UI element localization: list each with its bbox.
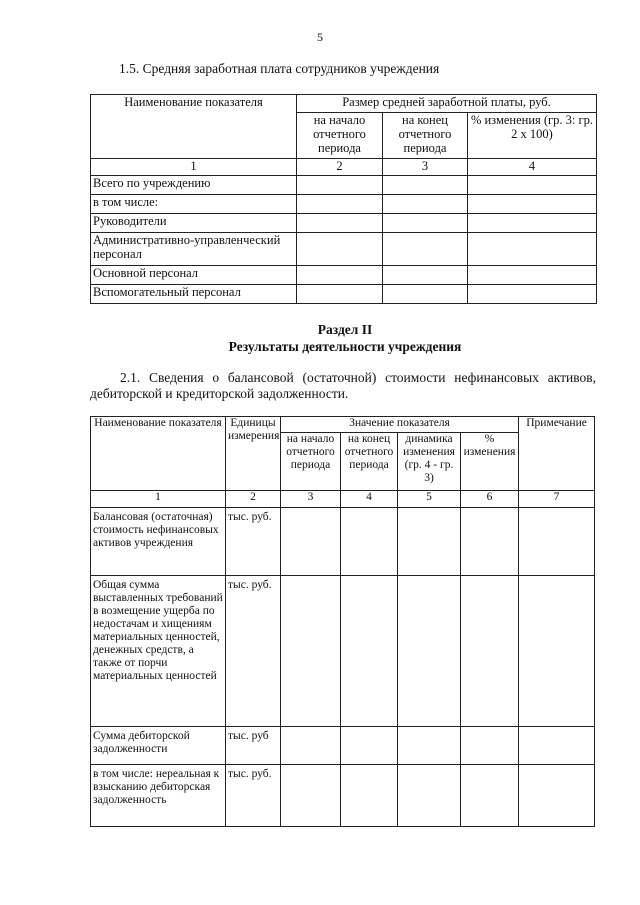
table-row [91, 285, 597, 304]
row-label: Сумма дебиторской задолженности [91, 727, 226, 765]
col-number: 3 [281, 491, 341, 508]
row-label: Балансовая (остаточная) стоимость нефинансовых активов учреждения [91, 508, 226, 576]
row-label: Вспомогательный персонал [91, 285, 297, 304]
header-note: Примечание [519, 417, 595, 491]
header-value-group: Значение показателя [281, 417, 519, 433]
col-number: 1 [91, 491, 226, 508]
header-salary-group: Размер средней заработной платы, руб. [297, 95, 597, 113]
table-row [91, 508, 595, 576]
section-1-5-title: 1.5. Средняя заработная плата сотрудников учреждения [119, 61, 440, 76]
header-name: Наименование показателя [91, 417, 226, 491]
row-unit: тыс. руб. [226, 576, 281, 727]
row-label: в том числе: нереальная к взысканию дебиторская задолженность [91, 765, 226, 827]
col-number: 1 [91, 159, 297, 176]
header-name: Наименование показателя [91, 95, 297, 159]
column-numbers-row [91, 491, 595, 508]
col-number: 7 [519, 491, 595, 508]
row-unit: тыс. руб. [226, 508, 281, 576]
header-end-period: на конец отчетного периода [383, 113, 468, 159]
col-number: 6 [461, 491, 519, 508]
row-unit: тыс. руб. [226, 765, 281, 827]
table-row [91, 176, 597, 195]
average-salary-table [90, 94, 597, 304]
header-unit: Единицы измерения [226, 417, 281, 491]
section-2-subheading: Результаты деятельности учреждения [228, 339, 462, 354]
header-start-period: на начало отчетного периода [297, 113, 383, 159]
row-label: в том числе: [91, 195, 297, 214]
balance-value-table [90, 416, 595, 827]
table-row [91, 214, 597, 233]
table-row [91, 233, 597, 266]
header-percent-change: % изменения (гр. 3: гр. 2 х 100) [468, 113, 597, 159]
column-numbers-row [91, 159, 597, 176]
table-row [91, 195, 597, 214]
header-percent-change: % изменения [461, 433, 519, 491]
table-row [91, 765, 595, 827]
col-number: 4 [468, 159, 597, 176]
row-label: Всего по учреждению [91, 176, 297, 195]
row-label: Общая сумма выставленных требований в возмещение ущерба по недостачам и хищениям материальных ценностей, денежных средств, а также от порчи материальных ценностей [91, 576, 226, 727]
header-dynamics: динамика изменения (гр. 4 - гр. 3) [398, 433, 461, 491]
row-label: Основной персонал [91, 266, 297, 285]
row-unit: тыс. руб [226, 727, 281, 765]
section-2-title [0, 321, 640, 355]
section-2-heading: Раздел II [317, 322, 373, 337]
table-row [91, 266, 597, 285]
col-number: 2 [226, 491, 281, 508]
section-2-1-intro [90, 370, 596, 402]
col-number: 5 [398, 491, 461, 508]
table-row [91, 576, 595, 727]
col-number: 2 [297, 159, 383, 176]
section-2-1-line1: 2.1. Сведения о балансовой (остаточной) стоимости нефинансовых активов, [120, 370, 596, 385]
section-2-1-line2: дебиторской и кредиторской задолженности. [90, 386, 349, 401]
header-end-period: на конец отчетного периода [341, 433, 398, 491]
row-label: Руководители [91, 214, 297, 233]
row-label: Административно-управленческий персонал [91, 233, 297, 266]
col-number: 4 [341, 491, 398, 508]
col-number: 3 [383, 159, 468, 176]
page-number: 5 [317, 30, 323, 44]
table-row [91, 727, 595, 765]
header-start-period: на начало отчетного периода [281, 433, 341, 491]
